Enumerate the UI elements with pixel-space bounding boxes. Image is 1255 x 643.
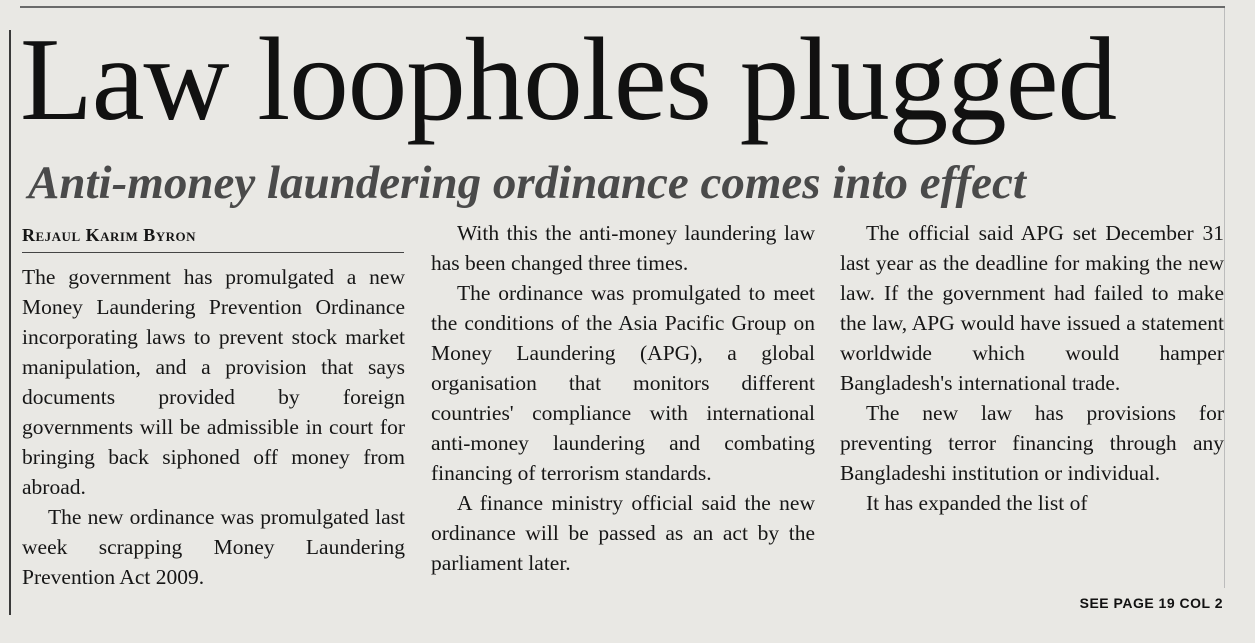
top-rule: [20, 6, 1225, 8]
article-column-1: [22, 262, 405, 592]
subheadline: Anti-money laundering ordinance comes into effect: [28, 157, 1026, 209]
article-column-3: [840, 218, 1224, 518]
article-column-2: [431, 218, 815, 578]
paragraph: The new ordinance was promulgated last week scrapping Money Laundering Prevention Act 2009.: [22, 505, 405, 589]
paragraph: It has expanded the list of: [866, 491, 1088, 515]
paragraph: The government has promulgated a new Money Laundering Prevention Ordinance incorporating laws to prevent stock market manipulation, and a provision that says documents provided by foreign governments will be admissible in court for bringing back siphoned off money from abroad.: [22, 265, 405, 499]
paragraph: A finance ministry official said the new ordinance will be passed as an act by the parliament later.: [431, 491, 815, 575]
paragraph: The ordinance was promulgated to meet the conditions of the Asia Pacific Group on Money Laundering (APG), a global organisation that monitors different countries' compliance with international anti-money laundering and combating financing of terrorism standards.: [431, 281, 815, 485]
paragraph: The new law has provisions for preventing terror financing through any Bangladeshi institution or individual.: [840, 401, 1224, 485]
left-rule: [9, 30, 11, 615]
paragraph: With this the anti-money laundering law has been changed three times.: [431, 221, 815, 275]
continuation-note: SEE PAGE 19 COL 2: [1079, 595, 1223, 611]
byline: Rejaul Karim Byron: [22, 224, 404, 253]
paragraph: The official said APG set December 31 last year as the deadline for making the new law. If the government had failed to make the law, APG would have issued a statement worldwide which would hamper Bangladesh's international trade.: [840, 221, 1224, 395]
headline: Law loopholes plugged: [20, 13, 1117, 145]
